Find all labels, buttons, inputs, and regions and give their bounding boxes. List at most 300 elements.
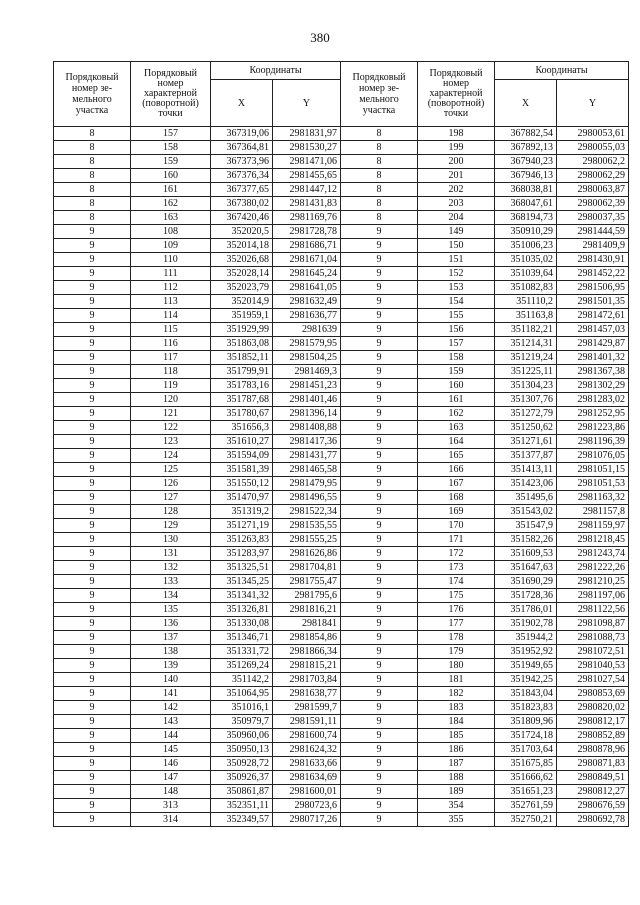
cell-y-left: 2981841 [273,617,341,631]
cell-y-left: 2981535,55 [273,519,341,533]
cell-parcel-right: 9 [341,519,418,533]
cell-point-right: 185 [418,729,495,743]
cell-point-right: 204 [418,211,495,225]
cell-y-left: 2981671,04 [273,253,341,267]
cell-point-right: 156 [418,323,495,337]
cell-y-left: 2981626,86 [273,547,341,561]
cell-parcel-left: 9 [54,519,131,533]
cell-point-right: 183 [418,701,495,715]
cell-y-left: 2981471,06 [273,155,341,169]
cell-y-right: 2981088,73 [557,631,629,645]
cell-parcel-left: 9 [54,477,131,491]
cell-y-right: 2981252,95 [557,407,629,421]
cell-point-left: 124 [131,449,211,463]
table-row [54,673,629,687]
cell-point-right: 160 [418,379,495,393]
cell-x-right: 351647,63 [495,561,557,575]
cell-x-left: 351610,27 [211,435,273,449]
cell-parcel-left: 9 [54,771,131,785]
cell-y-right: 2980820,02 [557,701,629,715]
cell-x-left: 351787,68 [211,393,273,407]
cell-parcel-left: 9 [54,813,131,827]
cell-y-left: 2981579,95 [273,337,341,351]
cell-point-right: 152 [418,267,495,281]
cell-point-left: 162 [131,197,211,211]
cell-y-right: 2981163,32 [557,491,629,505]
table-row [54,659,629,673]
cell-parcel-left: 9 [54,603,131,617]
header-parcel-number-right: Порядковый номер зе-мельного участка [341,62,418,127]
cell-point-right: 157 [418,337,495,351]
cell-y-right: 2980812,27 [557,785,629,799]
cell-point-left: 157 [131,127,211,141]
cell-x-left: 352014,18 [211,239,273,253]
cell-parcel-left: 8 [54,127,131,141]
cell-parcel-left: 9 [54,715,131,729]
cell-x-right: 351944,2 [495,631,557,645]
cell-y-right: 2980812,17 [557,715,629,729]
cell-point-left: 109 [131,239,211,253]
cell-y-right: 2980053,61 [557,127,629,141]
table-row [54,239,629,253]
cell-y-left: 2981815,21 [273,659,341,673]
cell-point-right: 181 [418,673,495,687]
cell-x-right: 351843,04 [495,687,557,701]
cell-parcel-left: 8 [54,141,131,155]
cell-x-right: 351495,6 [495,491,557,505]
table-row [54,785,629,799]
cell-point-left: 163 [131,211,211,225]
table-row [54,267,629,281]
cell-parcel-right: 9 [341,351,418,365]
cell-y-left: 2981624,32 [273,743,341,757]
cell-parcel-left: 9 [54,561,131,575]
cell-x-left: 350979,7 [211,715,273,729]
cell-y-left: 2981636,77 [273,309,341,323]
cell-parcel-right: 9 [341,435,418,449]
cell-parcel-right: 9 [341,771,418,785]
cell-parcel-right: 9 [341,295,418,309]
cell-y-left: 2981465,58 [273,463,341,477]
cell-y-right: 2981210,25 [557,575,629,589]
cell-x-left: 352349,57 [211,813,273,827]
cell-parcel-left: 8 [54,155,131,169]
cell-point-left: 118 [131,365,211,379]
cell-x-right: 351039,64 [495,267,557,281]
cell-point-left: 140 [131,673,211,687]
table-row [54,407,629,421]
cell-parcel-left: 9 [54,687,131,701]
cell-point-right: 189 [418,785,495,799]
cell-point-left: 161 [131,183,211,197]
cell-parcel-left: 9 [54,659,131,673]
cell-y-right: 2981051,53 [557,477,629,491]
cell-point-right: 173 [418,561,495,575]
cell-x-right: 350910,29 [495,225,557,239]
cell-x-right: 351809,96 [495,715,557,729]
cell-x-left: 367373,96 [211,155,273,169]
table-row [54,547,629,561]
table-row [54,771,629,785]
cell-x-right: 351690,29 [495,575,557,589]
cell-y-right: 2980037,35 [557,211,629,225]
cell-parcel-right: 9 [341,379,418,393]
cell-parcel-left: 9 [54,449,131,463]
cell-point-left: 147 [131,771,211,785]
cell-y-left: 2981686,71 [273,239,341,253]
cell-x-left: 351271,19 [211,519,273,533]
cell-point-left: 159 [131,155,211,169]
cell-parcel-right: 9 [341,743,418,757]
cell-y-right: 2981472,61 [557,309,629,323]
table-row [54,687,629,701]
cell-x-left: 352014,9 [211,295,273,309]
cell-point-left: 115 [131,323,211,337]
cell-y-left: 2981455,65 [273,169,341,183]
cell-y-left: 2981831,97 [273,127,341,141]
cell-point-left: 121 [131,407,211,421]
cell-point-right: 202 [418,183,495,197]
cell-point-right: 163 [418,421,495,435]
cell-point-left: 110 [131,253,211,267]
cell-x-left: 351780,67 [211,407,273,421]
cell-parcel-left: 9 [54,435,131,449]
cell-y-left: 2981633,66 [273,757,341,771]
cell-x-left: 351064,95 [211,687,273,701]
cell-parcel-left: 9 [54,533,131,547]
cell-x-right: 367892,13 [495,141,557,155]
cell-y-left: 2981530,27 [273,141,341,155]
cell-parcel-left: 9 [54,379,131,393]
cell-parcel-left: 9 [54,673,131,687]
cell-x-left: 351581,39 [211,463,273,477]
table-row [54,197,629,211]
cell-y-left: 2981555,25 [273,533,341,547]
cell-point-left: 114 [131,309,211,323]
cell-x-left: 351325,51 [211,561,273,575]
cell-point-left: 142 [131,701,211,715]
cell-x-right: 351271,61 [495,435,557,449]
cell-y-left: 2981703,84 [273,673,341,687]
cell-y-right: 2980676,59 [557,799,629,813]
cell-point-left: 314 [131,813,211,827]
table-row [54,253,629,267]
cell-parcel-right: 9 [341,505,418,519]
cell-x-left: 351330,08 [211,617,273,631]
cell-y-right: 2981196,39 [557,435,629,449]
cell-x-right: 351666,62 [495,771,557,785]
table-row [54,169,629,183]
cell-point-left: 123 [131,435,211,449]
cell-x-right: 367946,13 [495,169,557,183]
cell-point-right: 355 [418,813,495,827]
cell-parcel-left: 9 [54,421,131,435]
cell-y-left: 2981401,46 [273,393,341,407]
cell-x-left: 351319,2 [211,505,273,519]
cell-parcel-right: 9 [341,407,418,421]
cell-point-right: 175 [418,589,495,603]
cell-point-right: 188 [418,771,495,785]
cell-point-left: 144 [131,729,211,743]
cell-point-left: 122 [131,421,211,435]
cell-point-right: 187 [418,757,495,771]
cell-y-left: 2981755,47 [273,575,341,589]
cell-parcel-left: 9 [54,309,131,323]
cell-x-right: 351304,23 [495,379,557,393]
table-row [54,645,629,659]
table-row [54,463,629,477]
cell-point-right: 177 [418,617,495,631]
cell-y-left: 2981639 [273,323,341,337]
cell-point-right: 199 [418,141,495,155]
cell-y-right: 2981506,95 [557,281,629,295]
cell-point-right: 153 [418,281,495,295]
cell-point-right: 171 [418,533,495,547]
cell-point-left: 145 [131,743,211,757]
cell-point-left: 126 [131,477,211,491]
cell-parcel-right: 9 [341,225,418,239]
cell-parcel-left: 9 [54,337,131,351]
cell-parcel-left: 8 [54,183,131,197]
cell-x-right: 351675,85 [495,757,557,771]
cell-y-left: 2980717,26 [273,813,341,827]
cell-y-right: 2980062,2 [557,155,629,169]
cell-parcel-right: 9 [341,687,418,701]
cell-y-right: 2980871,83 [557,757,629,771]
cell-x-right: 351902,78 [495,617,557,631]
cell-x-right: 351543,02 [495,505,557,519]
cell-y-right: 2980692,78 [557,813,629,827]
table-row [54,617,629,631]
cell-y-right: 2980062,39 [557,197,629,211]
cell-parcel-right: 9 [341,239,418,253]
cell-y-left: 2981816,21 [273,603,341,617]
cell-y-left: 2981591,11 [273,715,341,729]
table-row [54,337,629,351]
cell-point-right: 198 [418,127,495,141]
cell-y-right: 2981243,74 [557,547,629,561]
cell-point-left: 111 [131,267,211,281]
cell-parcel-right: 9 [341,421,418,435]
cell-x-left: 351550,12 [211,477,273,491]
table-row [54,281,629,295]
cell-x-left: 350928,72 [211,757,273,771]
cell-x-right: 351110,2 [495,295,557,309]
cell-parcel-left: 9 [54,701,131,715]
cell-parcel-right: 9 [341,337,418,351]
cell-parcel-left: 9 [54,295,131,309]
cell-parcel-right: 9 [341,729,418,743]
cell-point-left: 158 [131,141,211,155]
cell-parcel-left: 9 [54,393,131,407]
cell-point-right: 186 [418,743,495,757]
cell-y-right: 2981040,53 [557,659,629,673]
cell-y-right: 2981401,32 [557,351,629,365]
cell-parcel-left: 9 [54,239,131,253]
cell-point-left: 125 [131,463,211,477]
cell-x-right: 351786,01 [495,603,557,617]
cell-x-left: 352023,79 [211,281,273,295]
cell-y-left: 2980723,6 [273,799,341,813]
cell-y-left: 2981634,69 [273,771,341,785]
cell-point-right: 174 [418,575,495,589]
cell-y-left: 2981795,6 [273,589,341,603]
cell-y-right: 2981051,15 [557,463,629,477]
cell-x-right: 351219,24 [495,351,557,365]
header-point-number-left: Порядковый номер характерной (поворотной) точки [131,62,211,127]
cell-parcel-left: 9 [54,253,131,267]
cell-parcel-right: 9 [341,701,418,715]
cell-parcel-right: 9 [341,463,418,477]
cell-parcel-left: 8 [54,211,131,225]
cell-point-left: 130 [131,533,211,547]
cell-y-left: 2981600,01 [273,785,341,799]
cell-y-left: 2981496,55 [273,491,341,505]
cell-y-right: 2981223,86 [557,421,629,435]
cell-x-left: 351799,91 [211,365,273,379]
cell-point-right: 180 [418,659,495,673]
cell-y-left: 2981632,49 [273,295,341,309]
cell-point-left: 128 [131,505,211,519]
cell-parcel-left: 9 [54,365,131,379]
cell-x-left: 352020,5 [211,225,273,239]
cell-point-right: 179 [418,645,495,659]
cell-y-left: 2981451,23 [273,379,341,393]
cell-x-right: 351377,87 [495,449,557,463]
cell-y-left: 2981396,14 [273,407,341,421]
cell-parcel-right: 9 [341,491,418,505]
cell-y-right: 2981501,35 [557,295,629,309]
cell-y-right: 2980055,03 [557,141,629,155]
cell-parcel-right: 8 [341,211,418,225]
cell-parcel-left: 9 [54,785,131,799]
cell-x-left: 352351,11 [211,799,273,813]
cell-y-left: 2981641,05 [273,281,341,295]
cell-point-left: 112 [131,281,211,295]
cell-parcel-right: 9 [341,309,418,323]
cell-point-right: 151 [418,253,495,267]
cell-parcel-right: 9 [341,365,418,379]
table-row [54,449,629,463]
table-row [54,295,629,309]
cell-y-left: 2981417,36 [273,435,341,449]
cell-parcel-right: 8 [341,141,418,155]
cell-x-right: 351582,26 [495,533,557,547]
cell-x-left: 351016,1 [211,701,273,715]
cell-point-right: 149 [418,225,495,239]
table-row [54,421,629,435]
table-row [54,505,629,519]
cell-parcel-right: 9 [341,281,418,295]
cell-x-left: 351346,71 [211,631,273,645]
cell-point-right: 170 [418,519,495,533]
page-number: 380 [310,30,330,45]
cell-x-right: 351724,18 [495,729,557,743]
header-parcel-number-left: Порядковый номер зе-мельного участка [54,62,131,127]
cell-parcel-right: 9 [341,785,418,799]
cell-parcel-right: 9 [341,323,418,337]
cell-x-right: 368194,73 [495,211,557,225]
cell-x-right: 351307,76 [495,393,557,407]
table-row [54,533,629,547]
cell-point-left: 139 [131,659,211,673]
cell-y-right: 2981409,9 [557,239,629,253]
cell-point-right: 200 [418,155,495,169]
cell-x-left: 351341,32 [211,589,273,603]
cell-y-right: 2980852,89 [557,729,629,743]
cell-point-left: 108 [131,225,211,239]
cell-point-left: 113 [131,295,211,309]
cell-parcel-left: 9 [54,407,131,421]
cell-x-left: 367380,02 [211,197,273,211]
cell-y-right: 2981159,97 [557,519,629,533]
cell-x-left: 351863,08 [211,337,273,351]
table-row [54,183,629,197]
cell-x-right: 351082,83 [495,281,557,295]
cell-y-left: 2981866,34 [273,645,341,659]
cell-point-left: 141 [131,687,211,701]
cell-y-right: 2981222,26 [557,561,629,575]
cell-x-right: 351703,64 [495,743,557,757]
cell-x-left: 351345,25 [211,575,273,589]
header-point-number-right: Порядковый номер характерной (поворотной) точки [418,62,495,127]
cell-y-left: 2981704,81 [273,561,341,575]
cell-x-right: 351547,9 [495,519,557,533]
cell-point-left: 116 [131,337,211,351]
cell-point-right: 158 [418,351,495,365]
cell-y-right: 2981452,22 [557,267,629,281]
cell-y-left: 2981469,3 [273,365,341,379]
cell-point-right: 162 [418,407,495,421]
cell-x-right: 351182,21 [495,323,557,337]
cell-x-left: 350960,06 [211,729,273,743]
cell-x-right: 368047,61 [495,197,557,211]
cell-parcel-left: 9 [54,575,131,589]
cell-parcel-left: 9 [54,729,131,743]
cell-point-left: 120 [131,393,211,407]
cell-point-right: 165 [418,449,495,463]
cell-parcel-left: 9 [54,225,131,239]
cell-point-right: 161 [418,393,495,407]
table-row [54,799,629,813]
cell-point-left: 143 [131,715,211,729]
cell-point-right: 203 [418,197,495,211]
cell-y-right: 2981429,87 [557,337,629,351]
cell-parcel-right: 9 [341,659,418,673]
cell-parcel-left: 9 [54,631,131,645]
cell-point-right: 178 [418,631,495,645]
cell-point-right: 354 [418,799,495,813]
cell-x-right: 351163,8 [495,309,557,323]
cell-parcel-left: 8 [54,169,131,183]
cell-y-right: 2980853,69 [557,687,629,701]
table-row [54,309,629,323]
table-row [54,701,629,715]
cell-parcel-right: 9 [341,813,418,827]
cell-y-right: 2981027,54 [557,673,629,687]
cell-point-left: 129 [131,519,211,533]
cell-x-left: 350926,37 [211,771,273,785]
cell-parcel-right: 9 [341,757,418,771]
table-row [54,141,629,155]
table-body [54,127,629,827]
table-row [54,631,629,645]
table-row [54,813,629,827]
cell-x-right: 351214,31 [495,337,557,351]
cell-point-right: 155 [418,309,495,323]
cell-y-left: 2981169,76 [273,211,341,225]
cell-y-right: 2981457,03 [557,323,629,337]
